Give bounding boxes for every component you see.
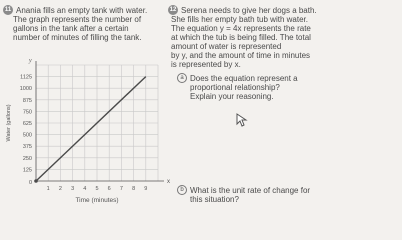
part-a-line-1: Does the equation represent a	[190, 74, 298, 83]
y-tick-label: 1125	[20, 74, 32, 81]
data-line	[36, 77, 146, 181]
part-b-line-1: What is the unit rate of change for	[190, 186, 311, 195]
problem-12-line-6: by y, and the amount of time in minutes	[171, 51, 311, 60]
x-tick-label: 3	[71, 186, 75, 192]
part-a-line-3: Explain your reasoning.	[190, 92, 274, 101]
problem-12-line-3: The equation y = 4x represents the rate	[171, 24, 311, 33]
problem-11-line-1: Anania fills an empty tank with water.	[16, 6, 148, 15]
part-b-marker: b	[177, 185, 187, 195]
x-tick-label: 9	[144, 186, 148, 192]
problem-12-line-5: amount of water is represented	[171, 42, 282, 51]
problem-12-line-4: at which the tub is being filled. The total	[171, 33, 311, 42]
y-tick-label: 250	[22, 155, 32, 162]
y-tick-label: 500	[22, 132, 32, 139]
part-a-marker: a	[177, 73, 187, 83]
x-tick-label: 2	[58, 186, 62, 192]
problem-11-number: 11	[4, 7, 12, 13]
problem-12-line-2: She fills her empty bath tub with water.	[171, 15, 308, 24]
y-tick-label: 625	[22, 121, 32, 127]
y-axis-label: Water (gallons)	[6, 104, 12, 142]
x-axis-label: Time (minutes)	[75, 197, 119, 204]
problem-11-line-3: gallons in the tank after a certain	[13, 24, 129, 33]
problem-12-line-7: is represented by x.	[171, 60, 241, 69]
x-tick-label: 8	[132, 186, 136, 192]
x-tick-label: 5	[95, 186, 99, 192]
cursor-icon	[236, 113, 248, 127]
part-b-line-2: this situation?	[190, 195, 239, 204]
y-tick-label: 375	[22, 144, 32, 151]
problem-11-line-2: The graph represents the number of	[13, 15, 142, 24]
x-tick-label: 7	[119, 186, 123, 192]
x-tick-label: 4	[83, 186, 87, 192]
origin-label: 0	[28, 180, 32, 186]
y-tick-label: 1000	[19, 86, 32, 93]
problem-12-line-1: Serena needs to give her dogs a bath.	[181, 6, 317, 15]
problem-12-number: 12	[169, 7, 177, 13]
x-tick-label: 1	[46, 186, 50, 192]
data-point-origin	[34, 179, 38, 183]
y-axis-letter: y	[29, 58, 32, 64]
part-a-line-2: proportional relationship?	[190, 83, 280, 92]
y-tick-label: 125	[22, 167, 32, 174]
problem-11-line-4: number of minutes of filling the tank.	[13, 33, 142, 42]
y-tick-label: 750	[22, 109, 32, 116]
x-tick-label: 6	[107, 186, 111, 192]
x-axis-letter: x	[167, 179, 170, 185]
y-tick-label: 875	[22, 97, 32, 104]
